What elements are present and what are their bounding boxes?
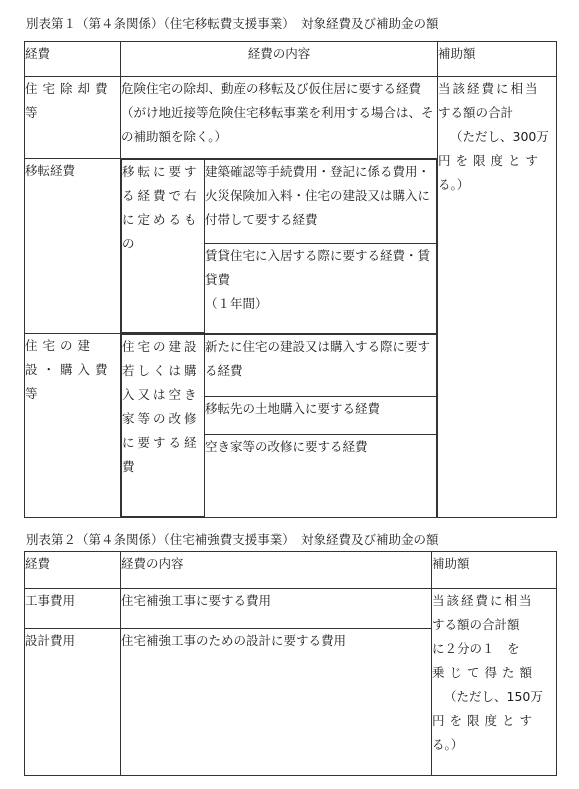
table2 — [24, 551, 557, 776]
table1-row2-item-2-note: （１年間） — [205, 296, 268, 311]
table2-row2-content: 住宅補強工事のための設計に要する費用 — [121, 629, 432, 776]
table1-subsidy-cell — [438, 77, 557, 518]
table2-header-cost: 経費 — [25, 552, 121, 589]
table1-row-removal — [25, 77, 557, 159]
table1-row2-content — [121, 159, 438, 334]
table2-subsidy-line: する額の合計額 — [432, 617, 520, 632]
table1-row3-item-1: 新たに住宅の建設又は購入する際に要する経費 — [205, 335, 437, 397]
table1-row3-cost: 住宅の建設・購入費等 — [25, 334, 121, 518]
table2-subsidy-line: 当該経費に相当 — [432, 593, 534, 608]
table1-row3-item-2: 移転先の土地購入に要する経費 — [205, 397, 437, 435]
table2-subsidy-cell — [432, 589, 557, 776]
table1 — [24, 41, 557, 518]
table2-row1-cost: 工事費用 — [25, 589, 121, 629]
table1-subsidy-line: （ただし、300万 — [450, 129, 549, 144]
table1-row2-group: 移転に要する経費で右に定めるもの — [122, 160, 205, 333]
table2-subsidy-line: 円を限度とす — [432, 713, 538, 728]
table2-header-content: 経費の内容 — [121, 552, 432, 589]
table1-row2-inner — [121, 159, 437, 333]
table1-subsidy-line: る。） — [438, 177, 470, 192]
table2-row1-content: 住宅補強工事に要する費用 — [121, 589, 432, 629]
table2-subsidy-line: （ただし、150万 — [444, 689, 543, 704]
table2-subsidy-line: 乗じて得た額 — [432, 665, 538, 680]
table1-row3-content — [121, 334, 438, 518]
table1-row1-cost: 住宅除却費等 — [25, 77, 121, 159]
table2-caption: 別表第２（第４条関係）（住宅補強費支援事業） 対象経費及び補助金の額 — [26, 532, 439, 547]
table1-header-content: 経費の内容 — [121, 42, 438, 77]
table2-row — [25, 589, 557, 629]
table1-row3-group: 住宅の建設若しくは購入又は空き家等の改修に要する経費 — [122, 335, 205, 517]
table1-header-row — [25, 42, 557, 77]
table1-header-cost: 経費 — [25, 42, 121, 77]
table1-row3-item-3: 空き家等の改修に要する経費 — [205, 435, 437, 517]
table1-row1-content: 危険住宅の除却、動産の移転及び仮住居に要する経費（がけ地近接等危険住宅移転事業を利用する場合は、その補助額を除く。） — [121, 77, 438, 159]
table2-subsidy-line: る。） — [432, 737, 464, 752]
table1-subsidy-line: 円を限度とす — [438, 153, 544, 168]
table1-row2-item-1: 建築確認等手続費用・登記に係る費用・火災保険加入料・住宅の建設又は購入に付帯して要する経費 — [205, 160, 437, 244]
table2-subsidy-line: に２分の１ を — [432, 641, 520, 656]
table1-row2-item-2-text: 賃貸住宅に入居する際に要する経費・賃貸費 — [205, 248, 431, 287]
table2-row2-cost: 設計費用 — [25, 629, 121, 776]
table1-row2-item-2 — [205, 244, 437, 333]
table2-header-subsidy: 補助額 — [432, 552, 557, 589]
table1-row2-cost: 移転経費 — [25, 159, 121, 334]
table1-row3-inner — [121, 334, 437, 517]
table2-header-row — [25, 552, 557, 589]
table1-header-subsidy: 補助額 — [438, 42, 557, 77]
table1-subsidy-line: する額の合計 — [438, 105, 514, 120]
table1-subsidy-line: 当該経費に相当 — [438, 81, 540, 96]
table1-caption: 別表第１（第４条関係）（住宅移転費支援事業） 対象経費及び補助金の額 — [26, 16, 439, 31]
